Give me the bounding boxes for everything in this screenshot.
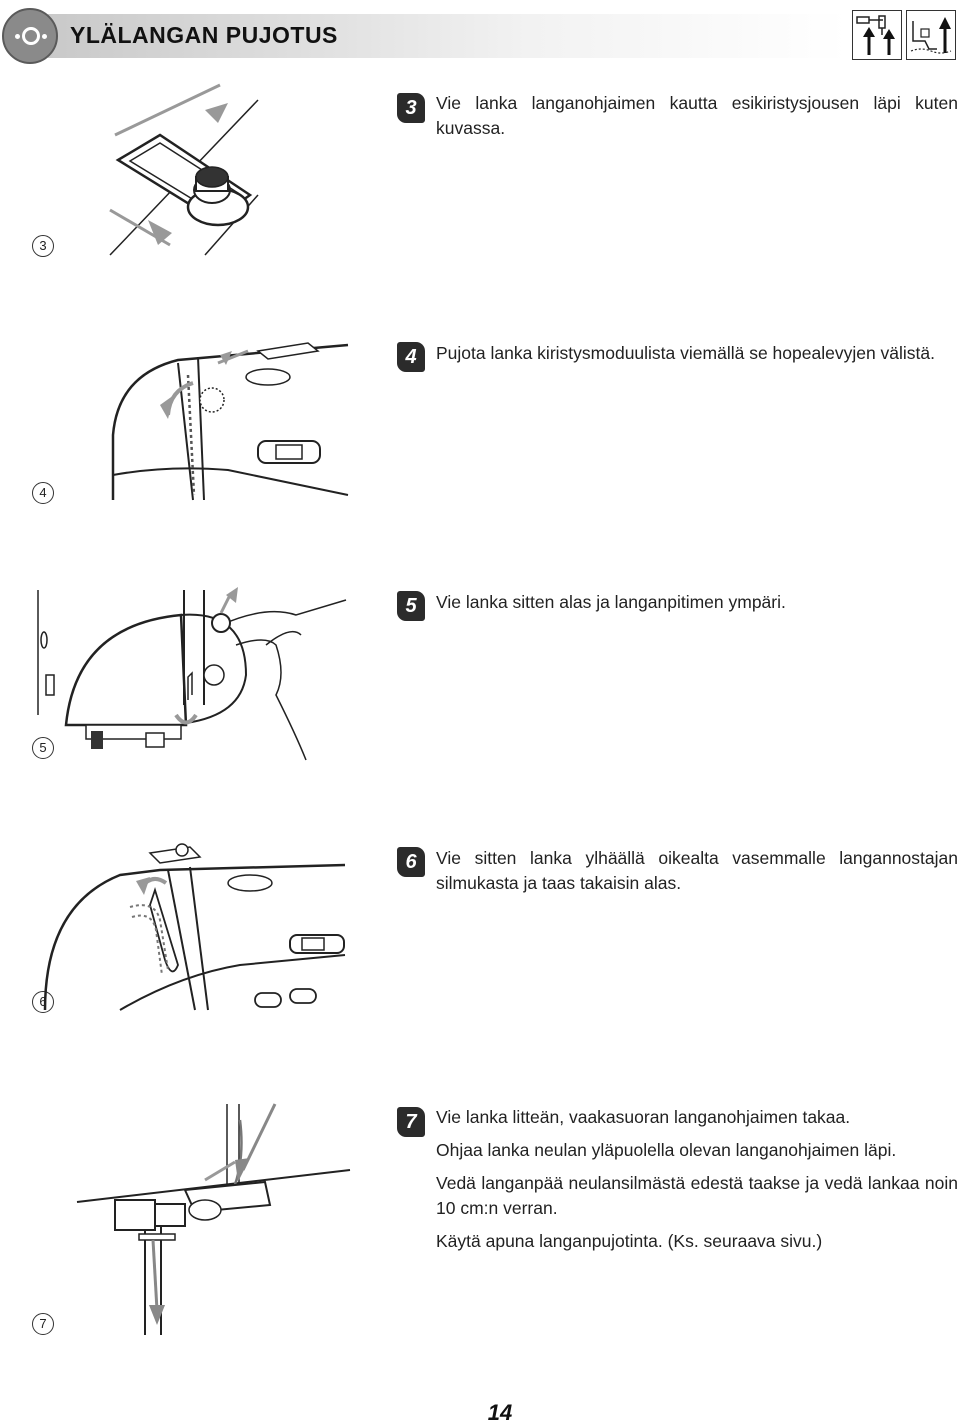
page-title: YLÄLANGAN PUJOTUS: [70, 22, 338, 48]
figure-label-3: 3: [32, 235, 54, 257]
step-6-paragraph: Vie sitten lanka ylhäällä oikealta vasemmalle langannostajan silmukasta ja taas takaisin alas.: [436, 848, 958, 893]
presser-foot-up-icon: [906, 10, 956, 60]
step-4-paragraph: Pujota lanka kiristysmoduulista viemällä se hopealevyjen välistä.: [436, 343, 935, 363]
step-number-5: 5: [397, 591, 425, 621]
step-3-paragraph: Vie lanka langanohjaimen kautta esikiristysjousen läpi kuten kuvassa.: [436, 93, 958, 138]
step-number-3: 3: [397, 93, 425, 123]
illustration-tension-module: [108, 335, 348, 505]
illustration-take-up-lever: [40, 845, 345, 1015]
step-7-paragraph-4: Käytä apuna langanpujotinta. (Ks. seuraava sivu.): [436, 1231, 823, 1251]
page-header: [0, 8, 960, 62]
step-number-4: 4: [397, 342, 425, 372]
figure-label-4: 4: [32, 482, 54, 504]
step-5-paragraph: Vie lanka sitten alas ja langanpitimen ympäri.: [436, 592, 786, 612]
page-number: 14: [487, 1400, 513, 1425]
step-number-6: 6: [397, 847, 425, 877]
figure-label-5: 5: [32, 737, 54, 759]
step-7-paragraph-3: Vedä langanpää neulansilmästä edestä taakse ja vedä lankaa noin 10 cm:n verran.: [436, 1173, 958, 1218]
step-6-text: [436, 846, 958, 904]
step-7-paragraph-1: Vie lanka litteän, vaakasuoran langanohjaimen takaa.: [436, 1107, 851, 1127]
illustration-thread-take-up: [36, 585, 346, 765]
figure-label-6: 6: [32, 991, 54, 1013]
needle-thread-up-icon: [852, 10, 902, 60]
step-7-text: [436, 1105, 958, 1262]
step-4-text: [436, 341, 958, 374]
step-7-paragraph-2: Ohjaa lanka neulan yläpuolella olevan langanohjaimen läpi.: [436, 1140, 897, 1160]
illustration-pre-tension-spring: [100, 95, 370, 265]
step-number-7: 7: [397, 1107, 425, 1137]
illustration-needle-thread-guide: [75, 1100, 350, 1340]
thread-spool-icon: [2, 8, 58, 64]
step-5-text: [436, 590, 958, 623]
figure-label-7: 7: [32, 1313, 54, 1335]
step-3-text: [436, 91, 958, 149]
